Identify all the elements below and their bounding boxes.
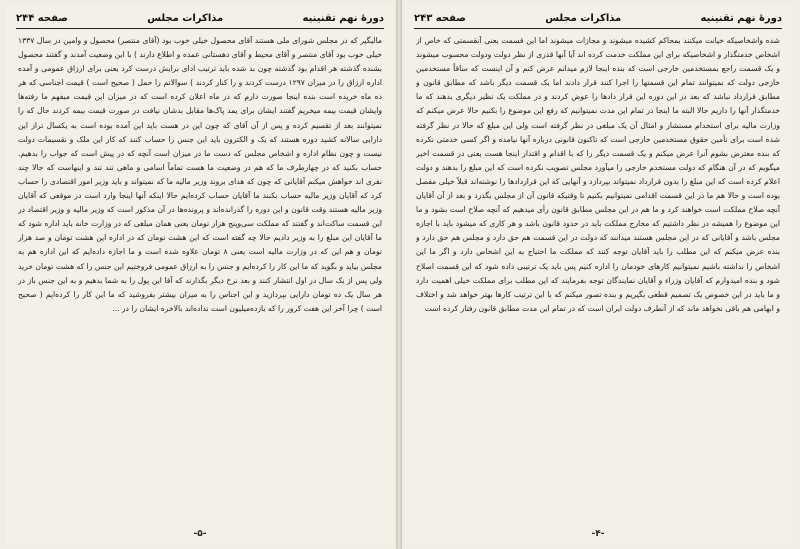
left-header-journal: دورهٔ نهم تقنینیه	[302, 12, 384, 24]
right-header-page-label: صفحه ۲۴۳	[414, 12, 466, 24]
left-page	[6, 4, 394, 545]
right-page-header	[414, 10, 782, 26]
left-page-number: -۵-	[193, 529, 207, 539]
right-page-number: -۴-	[591, 529, 605, 539]
right-page-body	[416, 34, 780, 523]
left-header-rule	[16, 28, 384, 29]
left-header-page-label: صفحه ۲۴۴	[16, 12, 68, 24]
left-page-body	[18, 34, 382, 523]
left-page-header	[16, 10, 384, 26]
right-header-title: مذاکرات مجلس	[545, 12, 622, 24]
right-header-journal: دورهٔ نهم تقنینیه	[700, 12, 782, 24]
left-header-title: مذاکرات مجلس	[147, 12, 224, 24]
right-page-text: شده واشخاصیکه خیانت میکنند بمحاکم کشیده میشوند و مجازات میشوند اما این قسمت یعنی آنقسمتی که خاص از اشخاص خدمتگذار و اشخاصیکه برای این مملکت خدمت کرده اند آیا آنها قدری از نظر دولت ودولت محسوب میشوند و یک قسمت راجع بمستخدمین خارجی است که بنده اینجا لازم میدانم عرض کنم و آن اینست که ساقاً مستخدمین خارجی دولت که نمیتوانند تمام این قسمتها را اجرا کنند قرار دادند اما یک قسمت دیگر باشد که مطابق قانون و مطابق قرارداد نباشد که بعد در این دوره این قرار دادها را عوض کردند و در مملکت یک نظیر دیگری بدهند که ما خدمتگذار آنها را داریم حالا البته ما اینجا در تمام این مدت نمیتوانیم که رفع این موضوع را بکنیم حالا عرض میکنم که وزارت مالیه برای استخدام مستشار و امثال آن یک مبلغی در نظر گرفته است ولی این مبلغ که حالا در نظر گرفته شده است برای تأمین حقوق مستخدمین خارجی است که تاکنون قانونی درباره آنها نیامده و اگر کسی خدمتی نکرده که بنده معترض بشوم آنرا عرض میکنم و یک قسمت دیگر را که با اقدام و اقتدار اینجا هست یعنی در قسمت اخیر میگویم که در آن هنگام که دولت مستخدم خارجی را میآورد مجلس تصویب نکرده است که این مبلغ را بدهند و دولت اعلام کرده است که این مبلغ را بدون قرارداد نمیتواند بپردازد و آنهایی که این قراردادها را نوشته‌اند قبلاً خیلی مفصل بوده است و حالا هم ما در این قسمت اقدامی نمیتوانیم بکنیم تا وقتیکه قانون آن از مجلس بگذرد و بعد از آن آقایان آنچه صلاح مملکت است خواهند کرد و ما هم در این مجلس مطابق قانون رأی میدهیم که آنچه صلاح است بشود و ما این موضوع را همیشه در نظر داشتیم که مخارج مملکت باید در حدود قانون باشد و هر کاری که میشود باید با اجازه مجلس باشد و آقایانی که در این مجلس هستند میدانند که دولت در این قسمت هم حق دارد و مجلس هم حق دارد و بنده عرض میکنم که این مطلب را باید آقایان توجه کنند که مملکت ما احتیاج به این اشخاص دارد و اگر ما این اشخاص را نداشته باشیم نمیتوانیم کارهای خودمان را اداره کنیم پس باید یک ترتیبی داده شود که این قسمت اصلاح شود و بنده امیدوارم که آقایان وزراء و آقایان نمایندگان توجه بفرمایند که این مطلب برای مملکت خیلی اهمیت دارد و ما باید در این خصوص یک تصمیم قطعی بگیریم و بنده تصور میکنم که با این ترتیب کارها بهتر خواهد شد و اختلاف و ابهامی هم باقی نخواهد ماند که از آنطرف دولت ایران است که در تمام این مدت مطابق قانون رفتار کرده است	[416, 36, 780, 313]
right-header-rule	[414, 28, 782, 29]
book-gutter	[396, 0, 402, 549]
left-page-text: مالیگیر که در مجلس شورای ملی هستند آقای محصول خیلی خوب بود (آقای منتصر) محصول و وامین در سال ۱۳۳۷ خیلی خوب بود آقای منتصر و آقای محیط و آقای دهستانی عمده و اطلاع دارند ) با این وضعیت آمدند و گفتند محصول بشنده گذشته هر اقدام بود گذشته چون بد شده باید ترتیب ادای برایش درست کرد یعنی برای ارزاق عمومی و آمده اداره ارزاق را در میزان ۱۲۹۷ درست کردند و را کنار کردند ) سوالاتم را حمل ( صحیح است ) قیمت اجناسی که هر ده ماه خریده است بنده اینجا صورت دارم که در ماه اعلان کرده است که در میزان این قیمت میفهم ما رفته‌ها وایشان قیمت بیمه میخریم گفتند ایشان برای یمد پاک‌ها مقابل بدشان نیافت در صورت قیمت بیمه کردند حال که را نمیتوانند بعد از تقسیم کرده و پس از آن آقای که چون این در هست باید این آمده بوده است به یکسال تراز این دارایی سالانه کشید دوره هستند که یک و الکترون باید این جنس را حساب کنند که کار این ملک و نقسیمات دولت نیست و چون نظام اداره و اشخاص مجلس که دست ما در میزان است آنچه که در پیش است که جواب را بدهیم. حساب بکنید که در چهارطرف ما که هم در وضعیت ما هست تماماً اسامی و ماهی تند تند و اینهاست که حالا چند نفری اند خواهش میکنم آقایانی که چون که هدای بروند وزیر مالیه ما که نمیتواند و باید وزیر امور اقتصادی را حساب کرد که آقایان وزیر مالیه حساب بکنند ما آقایان حساب کرده‌ایم حالا اینکه آنها اینجا وارد است در موقعی که آقایان وزیر مالیه هستند وقت قانون و این دوره را گذرانده‌اند و پرونده‌ها در آن مذکور است که وزیر مالیه و وزیر اقتصاد در این قسمت ساکت‌اند و گفتند که مملکت سی‌وپنج هزار تومان یعنی همان مبلغی که در وزارت خانه باید اداره شود که ما آقایان این مبلغ را به وزیر دادیم حالا چه گفته است که این هشت تومان که در اداره این هشت تومان و صد هزار تومان و هم این که در وزارت مالیه است یعنی ۸ تومان علاوه شده است و ما اجازه داده‌ایم که این اداره هم به مجلس بیاید و بگوید که ما این کار را کرده‌ایم و جنس را به ارزاق عمومی فروختیم این جنس را که هشت تومان خرید ولی پس از یک سال در اول انتشار کنند و بعد نرخ دیگر بگذارند که آقا این پول را به شما بدهیم و به این جنس باز در هر سال یک ده تومان دارایی بپردازید و این اجناس را به میزان بیشتر بفروشید که ما این کار را کرده‌ایم ( صحیح است ) چرا آخر این هفت کرور را که یازده‌میلیون است نداده‌اند بالاخره ایشان را در ...	[18, 36, 382, 313]
right-page	[404, 4, 792, 545]
